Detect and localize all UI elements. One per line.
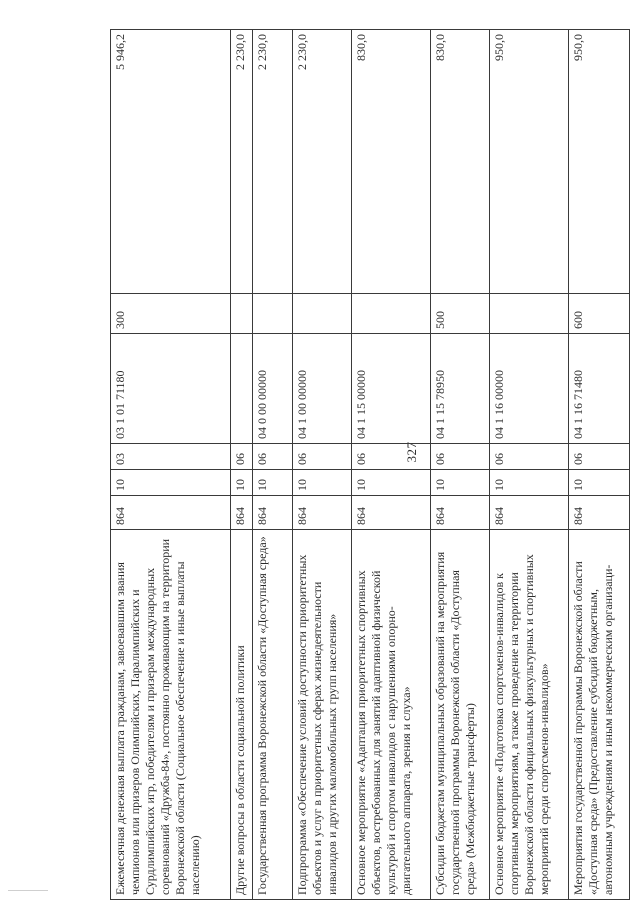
row-expense-type [292,294,351,334]
row-section: 10 [351,470,430,496]
row-expense-type [253,294,292,334]
table-row [351,30,430,900]
row-target-article: 04 0 00 00000 [253,334,292,444]
row-amount: 950,0 [489,30,568,294]
row-subsection: 03 [111,444,231,470]
row-subsection: 06 [253,444,292,470]
row-amount: 950,0 [568,30,629,294]
row-subsection: 06 [351,444,430,470]
row-amount: 5 946,2 [111,30,231,294]
row-subsection: 06 [231,444,253,470]
row-name: Ежемесячная денежная выплата гражданам, завоевавшим звания чемпионов или призеров Олимпийских, Паралимпийских и Сурдлимпийских игр, победителям и призерам международных соревнований «Дружба-84», постоянно проживающим на территории Воронежской области (Социальное обеспечение и иные выплаты населению) [111,530,231,900]
row-code: 864 [489,496,568,530]
row-target-article [231,334,253,444]
row-expense-type [231,294,253,334]
table-row [111,30,231,900]
row-name: Другие вопросы в области социальной политики [231,530,253,900]
row-expense-type: 300 [111,294,231,334]
row-target-article: 04 1 16 71480 [568,334,629,444]
row-code: 864 [253,496,292,530]
row-code: 864 [568,496,629,530]
row-expense-type: 500 [430,294,489,334]
row-section: 10 [489,470,568,496]
table-row [568,30,629,900]
row-amount: 2 230,0 [292,30,351,294]
row-expense-type: 600 [568,294,629,334]
row-code: 864 [111,496,231,530]
row-amount: 2 230,0 [253,30,292,294]
row-name: Основное мероприятие «Подготовка спортсменов-инвалидов к спортивным мероприятиям, а также проведение на территории Воронежской области официальных физкультурных и спортивных мероприятий среди спортсменов-инвалидов» [489,530,568,900]
row-code: 864 [430,496,489,530]
row-name: Государственная программа Воронежской области «Доступная среда» [253,530,292,900]
row-section: 10 [253,470,292,496]
row-expense-type [489,294,568,334]
row-code: 864 [351,496,430,530]
row-name: Подпрограмма «Обеспечение условий доступности приоритетных объектов и услуг в приоритетных сферах жизнедеятельности инвалидов и других маломобильных групп населения» [292,530,351,900]
row-subsection: 06 [489,444,568,470]
row-target-article: 03 1 01 71180 [111,334,231,444]
row-section: 10 [111,470,231,496]
row-subsection: 06 [568,444,629,470]
row-amount: 830,0 [430,30,489,294]
row-target-article: 04 1 00 00000 [292,334,351,444]
scan-edge-line [8,890,48,891]
row-section: 10 [568,470,629,496]
row-amount: 830,0 [351,30,430,294]
row-subsection: 06 [292,444,351,470]
row-target-article: 04 1 16 00000 [489,334,568,444]
row-section: 10 [430,470,489,496]
table-row [430,30,489,900]
row-expense-type [351,294,430,334]
table-row [231,30,253,900]
table-row [489,30,568,900]
page-number: 327 [404,441,419,463]
table-row [292,30,351,900]
row-code: 864 [231,496,253,530]
table-row [253,30,292,900]
rotated-table-wrapper [110,30,630,900]
row-amount: 2 230,0 [231,30,253,294]
row-target-article: 04 1 15 00000 [351,334,430,444]
row-section: 10 [231,470,253,496]
row-name: Субсидии бюджетам муниципальных образований на мероприятия государственной программы Воронежской области «Доступная среда» (Межбюджетные трансферты) [430,530,489,900]
budget-table [110,29,630,900]
row-name: Основное мероприятие «Адаптация приоритетных спортивных объектов, востребованных для занятий адаптивной физической культурой и спортом инвалидов с нарушениями опорно-двигательного аппарата, зрения и слуха» [351,530,430,900]
row-name: Мероприятия государственной программы Воронежской области «Доступная среда» (Предоставление субсидий бюджетным, автономным учреждениям и иным некоммерческим организаци- [568,530,629,900]
row-subsection: 06 [430,444,489,470]
row-code: 864 [292,496,351,530]
row-target-article: 04 1 15 78950 [430,334,489,444]
row-section: 10 [292,470,351,496]
